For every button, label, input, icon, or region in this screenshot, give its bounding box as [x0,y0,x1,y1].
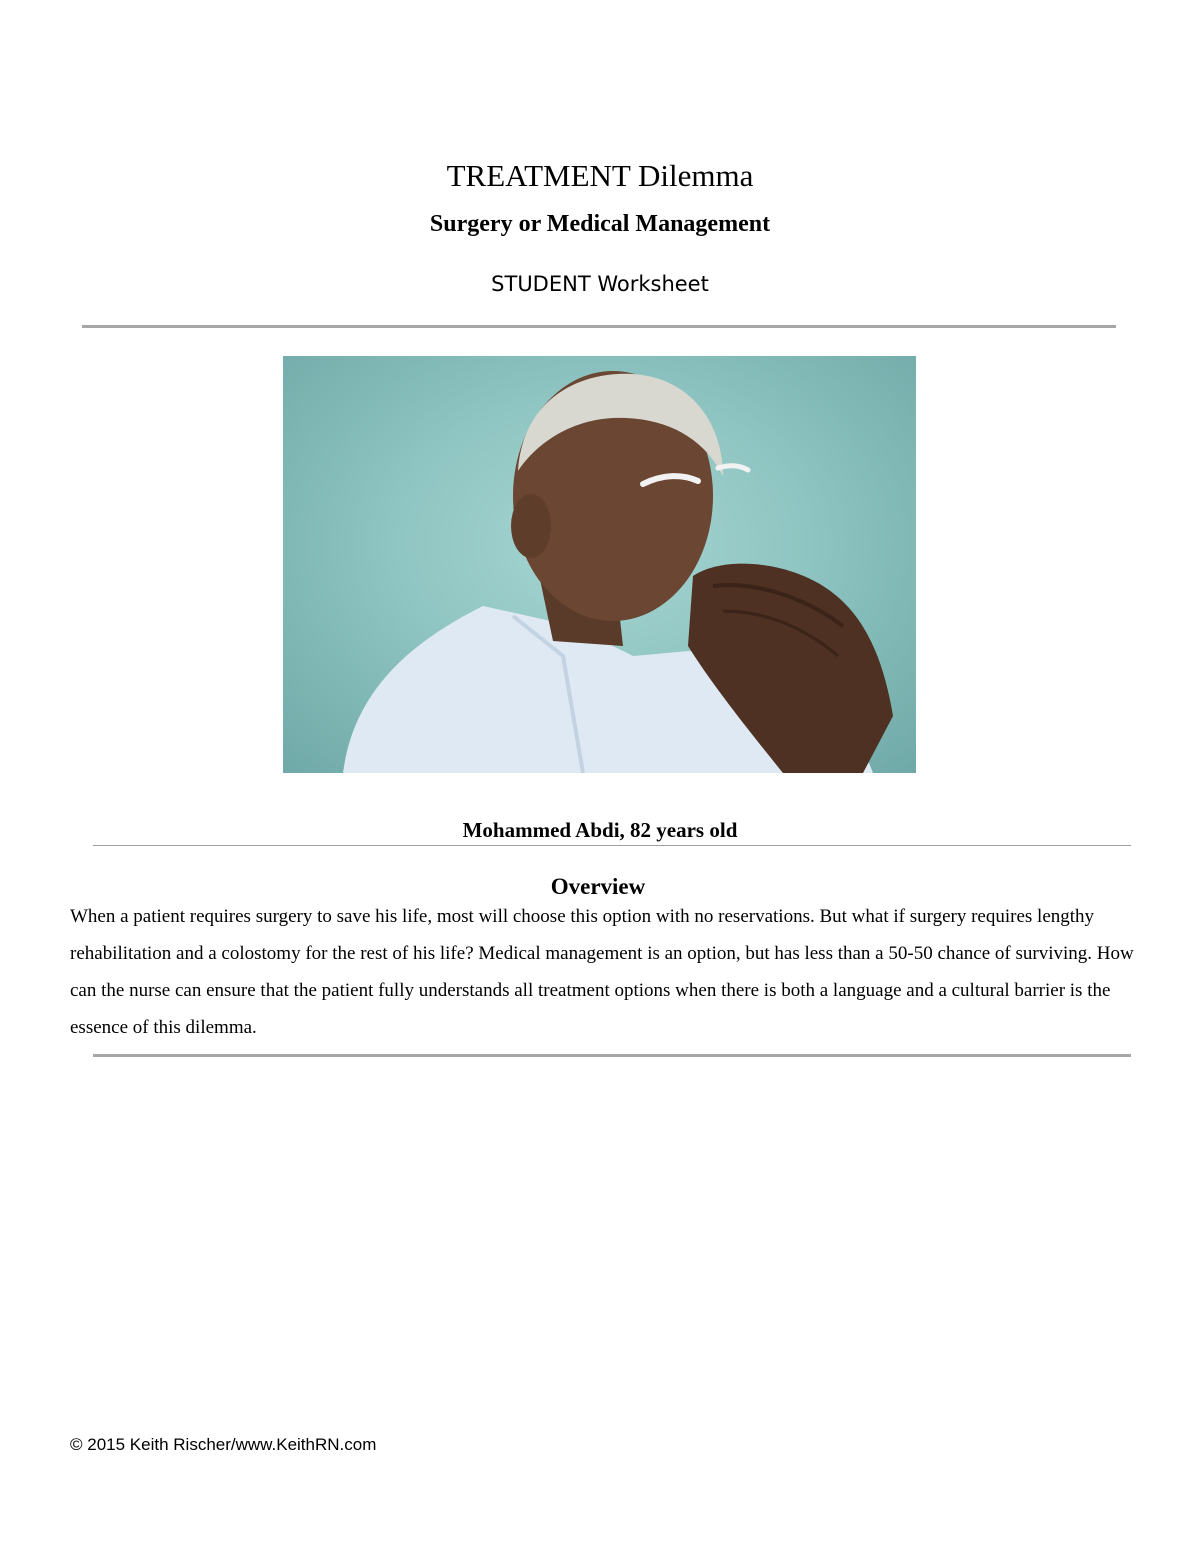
patient-photo-illustration [283,356,916,773]
document-title: TREATMENT Dilemma [446,158,754,193]
worksheet-label: STUDENT Worksheet [491,272,709,296]
overview-paragraph: When a patient requires surgery to save his life, most will choose this option with no reservations. But what if surgery requires lengthy rehabilitation and a colostomy for the rest of his life? Medical management is an option, but has less than a 50-50 chance of surviving. How can the nurse can ensure that the patient fully understands all treatment options when there is both a language and a cultural barrier is the essence of this dilemma. [70,906,1134,1038]
patient-caption: Mohammed Abdi, 82 years old [462,818,738,842]
header-divider [82,325,1116,328]
patient-photo [283,356,916,773]
document-subtitle: Surgery or Medical Management [429,211,771,237]
caption-divider [93,845,1131,846]
copyright-footer: © 2015 Keith Rischer/www.KeithRN.com [70,1435,377,1454]
overview-divider [93,1054,1131,1057]
overview-heading: Overview [550,874,646,899]
